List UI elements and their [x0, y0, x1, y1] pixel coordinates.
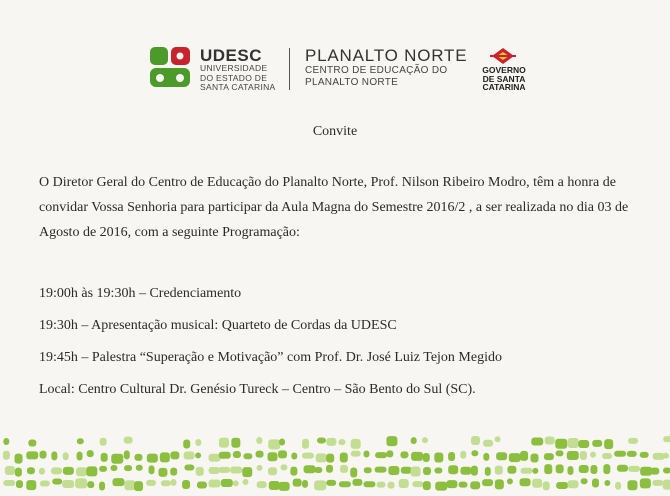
pattern-dot	[496, 452, 507, 460]
pattern-dot	[39, 468, 45, 475]
pattern-dot	[196, 467, 204, 476]
pattern-dot	[124, 465, 132, 471]
pattern-dot	[63, 452, 69, 460]
pattern-dot	[423, 481, 431, 490]
pattern-dot	[124, 450, 130, 459]
pattern-dot	[269, 481, 280, 490]
udesc-subtitle-2: DO ESTADO DE	[200, 72, 268, 83]
pattern-dot	[448, 465, 458, 474]
pattern-dot	[209, 467, 220, 474]
header-divider	[289, 48, 290, 90]
pattern-dot	[411, 467, 421, 477]
program-item-musical: 19:30h – Apresentação musical: Quarteto de Cordas da UDESC	[39, 318, 397, 333]
pattern-dot	[209, 479, 221, 487]
pattern-dot	[26, 451, 38, 459]
pattern-dot	[617, 465, 628, 472]
pattern-dot	[3, 451, 10, 460]
pattern-dot	[434, 467, 442, 473]
pattern-dot	[520, 451, 528, 461]
pattern-dot	[86, 466, 97, 476]
pattern-dot	[532, 479, 542, 488]
pattern-dot	[652, 480, 663, 486]
pattern-dot	[338, 439, 345, 445]
pattern-dot	[411, 452, 423, 461]
pattern-dot	[412, 481, 423, 487]
pattern-dot	[352, 479, 362, 486]
pattern-dot	[112, 478, 124, 486]
pattern-dot	[485, 467, 491, 476]
pattern-dot	[184, 464, 194, 470]
pattern-dot	[317, 437, 326, 443]
pattern-dot	[219, 452, 231, 459]
paragraph-line-2: convidar Vossa Senhoria para participar da Aula Magna do Semestre 2016/2 , a ser realizada no dia 03 de	[39, 200, 629, 215]
pattern-dot	[184, 452, 195, 460]
pattern-dot	[256, 437, 262, 444]
government-name	[480, 66, 528, 92]
pattern-dot	[160, 452, 170, 462]
pattern-dot	[326, 438, 336, 446]
footer-pattern	[0, 432, 670, 496]
pattern-dot	[400, 451, 408, 458]
pattern-dot	[604, 480, 610, 486]
pattern-dot	[314, 480, 326, 490]
pattern-dot	[375, 467, 387, 473]
pattern-dot	[158, 468, 167, 477]
pattern-dot	[470, 481, 480, 489]
pattern-dot	[627, 480, 637, 490]
pattern-dot	[604, 439, 613, 449]
pattern-dot	[15, 454, 23, 464]
pattern-dot	[628, 438, 638, 444]
pattern-dot	[195, 452, 201, 458]
pattern-dot	[640, 452, 649, 458]
pattern-dot	[293, 479, 302, 487]
pattern-dot	[40, 481, 50, 487]
pattern-dot	[75, 478, 87, 488]
pattern-dot	[136, 465, 143, 471]
pattern-dot	[578, 440, 589, 448]
gov-line-2: DE SANTA	[482, 73, 526, 84]
pattern-dot	[580, 451, 587, 460]
udesc-logo-icon	[150, 47, 190, 87]
paragraph-line-3: Agosto de 2016, com a seguinte Programação:	[39, 225, 300, 240]
pattern-dot	[99, 482, 105, 491]
pattern-dot	[614, 451, 626, 457]
pattern-dot	[590, 452, 596, 458]
pattern-dot	[531, 438, 543, 446]
program-item-palestra: 19:45h – Palestra “Superação e Motivação” com Prof. Dr. José Luiz Tejon Megido	[39, 350, 502, 365]
pattern-dot	[460, 467, 471, 475]
pattern-dot	[268, 439, 280, 449]
pattern-dot	[267, 452, 277, 461]
pattern-dot	[627, 451, 637, 457]
pattern-dot	[3, 438, 9, 445]
pattern-dot	[386, 450, 393, 457]
pattern-dot	[27, 467, 35, 474]
pattern-dot	[483, 440, 493, 447]
pattern-dot	[161, 480, 171, 486]
pattern-dot	[268, 467, 277, 475]
pattern-dot	[556, 450, 564, 456]
pattern-dot	[350, 467, 357, 477]
pattern-dot	[520, 478, 531, 486]
pattern-dot	[124, 437, 133, 444]
pattern-dot	[459, 482, 468, 488]
campus-subtitle-2: PLANALTO NORTE	[305, 77, 399, 88]
pattern-dot	[149, 465, 155, 474]
paragraph-line-1: O Diretor Geral do Centro de Educação do Planalto Norte, Prof. Nilson Ribeiro Modro, têm a honra de	[39, 175, 616, 190]
pattern-dot	[411, 437, 417, 444]
pattern-dot	[170, 479, 176, 486]
pattern-dot	[663, 453, 669, 459]
invitation-title: Convite	[312, 124, 358, 139]
pattern-dot	[581, 478, 588, 484]
pattern-dot	[544, 464, 552, 474]
pattern-dot	[423, 467, 431, 475]
pattern-dot	[434, 452, 443, 462]
pattern-dot	[279, 482, 290, 491]
pattern-dot	[62, 480, 74, 488]
invitation-paragraph	[39, 170, 669, 245]
campus-subtitle-1: CENTRO DE EDUCAÇÃO DO	[305, 65, 448, 76]
pattern-dot	[242, 467, 252, 477]
pattern-dot	[77, 452, 83, 461]
letterhead	[0, 44, 670, 94]
pattern-dot	[556, 464, 564, 473]
flag-icon	[488, 46, 518, 66]
pattern-dot	[351, 439, 361, 449]
pattern-dot	[555, 439, 567, 449]
pattern-dot	[111, 454, 123, 464]
pattern-dot	[28, 440, 36, 447]
pattern-dot	[592, 440, 602, 447]
pattern-dot	[602, 453, 612, 459]
pattern-dot	[26, 480, 36, 490]
pattern-dot	[51, 467, 62, 474]
pattern-dot	[134, 481, 143, 491]
udesc-name: UDESC	[200, 46, 263, 65]
pattern-dot	[568, 480, 579, 488]
pattern-dot	[170, 468, 177, 476]
pattern-dot	[291, 452, 297, 459]
pattern-dot	[579, 465, 589, 473]
pattern-dot	[99, 466, 107, 472]
pattern-dot	[197, 482, 207, 489]
pattern-dot	[243, 453, 252, 459]
pattern-dot	[567, 451, 579, 460]
pattern-dot	[147, 454, 158, 463]
pattern-dot	[231, 438, 240, 448]
government-logo	[480, 46, 528, 94]
pattern-dot	[302, 439, 309, 449]
pattern-dot	[278, 450, 287, 458]
pattern-dot	[63, 467, 74, 475]
pattern-dot	[543, 481, 550, 490]
pattern-dot	[340, 465, 348, 473]
pattern-dot	[111, 465, 118, 471]
pattern-dot	[495, 466, 503, 475]
pattern-dot	[653, 453, 665, 460]
pattern-dot	[257, 481, 267, 488]
pattern-dot	[471, 450, 478, 456]
udesc-subtitle-3: SANTA CATARINA	[200, 82, 276, 92]
pattern-dot	[302, 453, 314, 459]
pattern-dot	[221, 479, 233, 487]
pattern-dot	[460, 451, 466, 459]
pattern-dot	[401, 467, 412, 474]
pattern-dot	[520, 468, 532, 474]
pattern-dot	[339, 481, 351, 487]
pattern-dot	[388, 466, 399, 475]
pattern-dot	[531, 453, 539, 462]
program-item-credenciamento: 19:00h às 19:30h – Credenciamento	[39, 286, 242, 301]
pattern-dot	[507, 466, 516, 474]
pattern-dot	[233, 451, 241, 458]
pattern-dot	[170, 451, 179, 459]
pattern-dot	[314, 467, 322, 473]
pattern-dot	[100, 438, 107, 446]
pattern-dot	[326, 465, 333, 473]
pattern-dot	[423, 453, 430, 462]
campus-name: PLANALTO NORTE	[305, 46, 468, 65]
pattern-dot	[592, 479, 599, 488]
pattern-dot	[87, 481, 94, 488]
pattern-dot	[146, 480, 156, 486]
pattern-dot	[52, 479, 62, 485]
pattern-dot	[183, 440, 190, 449]
pattern-dot	[326, 480, 336, 486]
pattern-dot	[233, 480, 239, 486]
pattern-dot	[279, 439, 285, 446]
pattern-dot	[663, 467, 670, 473]
pattern-dot	[663, 436, 670, 442]
pattern-dot	[386, 436, 397, 446]
pattern-dot	[364, 467, 372, 473]
pattern-dot	[124, 480, 135, 490]
pattern-dot	[590, 465, 597, 474]
pattern-dot	[615, 482, 621, 490]
pattern-dot	[495, 436, 501, 442]
pattern-dot	[628, 466, 640, 472]
pattern-dot	[316, 453, 327, 462]
pattern-dot	[218, 467, 230, 473]
pattern-dot	[471, 466, 478, 476]
pattern-dot	[435, 482, 447, 491]
pattern-dot	[495, 479, 504, 489]
pattern-dot	[304, 465, 316, 473]
pattern-dot	[3, 480, 15, 486]
pattern-dot	[280, 464, 287, 470]
pattern-dot	[101, 453, 108, 462]
pattern-dot	[326, 454, 334, 463]
pattern-dot	[663, 480, 670, 490]
pattern-dot	[77, 438, 84, 444]
pattern-dot	[340, 453, 348, 463]
pattern-dot	[134, 454, 142, 461]
pattern-dot	[256, 451, 264, 458]
pattern-dot	[422, 437, 428, 443]
program-location: Local: Centro Cultural Dr. Genésio Tureck – Centro – São Bento do Sul (SC).	[39, 382, 476, 397]
pattern-dot	[182, 480, 190, 489]
pattern-dot	[195, 439, 201, 446]
pattern-dot	[509, 453, 521, 462]
pattern-dot	[15, 468, 22, 477]
pattern-dot	[243, 479, 249, 485]
pattern-dot	[290, 467, 297, 476]
pattern-dot	[446, 480, 457, 488]
pattern-dot	[532, 468, 538, 474]
pattern-dot	[388, 482, 395, 489]
udesc-wordmark	[200, 47, 276, 93]
pattern-dot	[507, 478, 513, 484]
pattern-dot	[375, 452, 387, 458]
pattern-dot	[16, 480, 23, 488]
campus-wordmark	[305, 47, 467, 89]
pattern-dot	[377, 482, 386, 488]
pattern-dot	[482, 479, 493, 486]
pattern-dot	[40, 451, 47, 459]
pattern-dot	[87, 450, 94, 457]
pattern-dot	[640, 478, 651, 488]
pattern-dot	[363, 481, 375, 487]
udesc-subtitle-1: UNIVERSIDADE	[200, 63, 268, 73]
gov-line-3: CATARINA	[482, 82, 526, 92]
pattern-dot	[568, 438, 579, 448]
pattern-dot	[556, 482, 568, 489]
pattern-dot	[363, 450, 369, 457]
pattern-dot	[51, 451, 57, 460]
pattern-dot	[257, 465, 263, 471]
pattern-dot	[567, 466, 573, 475]
pattern-dot	[650, 468, 659, 475]
pattern-dot	[76, 467, 87, 476]
gov-line-1: GOVERNO	[482, 65, 526, 75]
pattern-dot	[471, 436, 480, 445]
pattern-dot	[230, 467, 242, 474]
pattern-dot	[448, 452, 455, 461]
pattern-dot	[545, 436, 555, 444]
pattern-dot	[5, 466, 15, 475]
pattern-dot	[399, 479, 409, 488]
pattern-dot	[603, 464, 610, 474]
pattern-dot	[302, 480, 308, 488]
pattern-dot	[544, 453, 554, 460]
pattern-dot	[219, 438, 229, 448]
pattern-dot	[483, 453, 489, 461]
pattern-dot	[351, 451, 361, 457]
